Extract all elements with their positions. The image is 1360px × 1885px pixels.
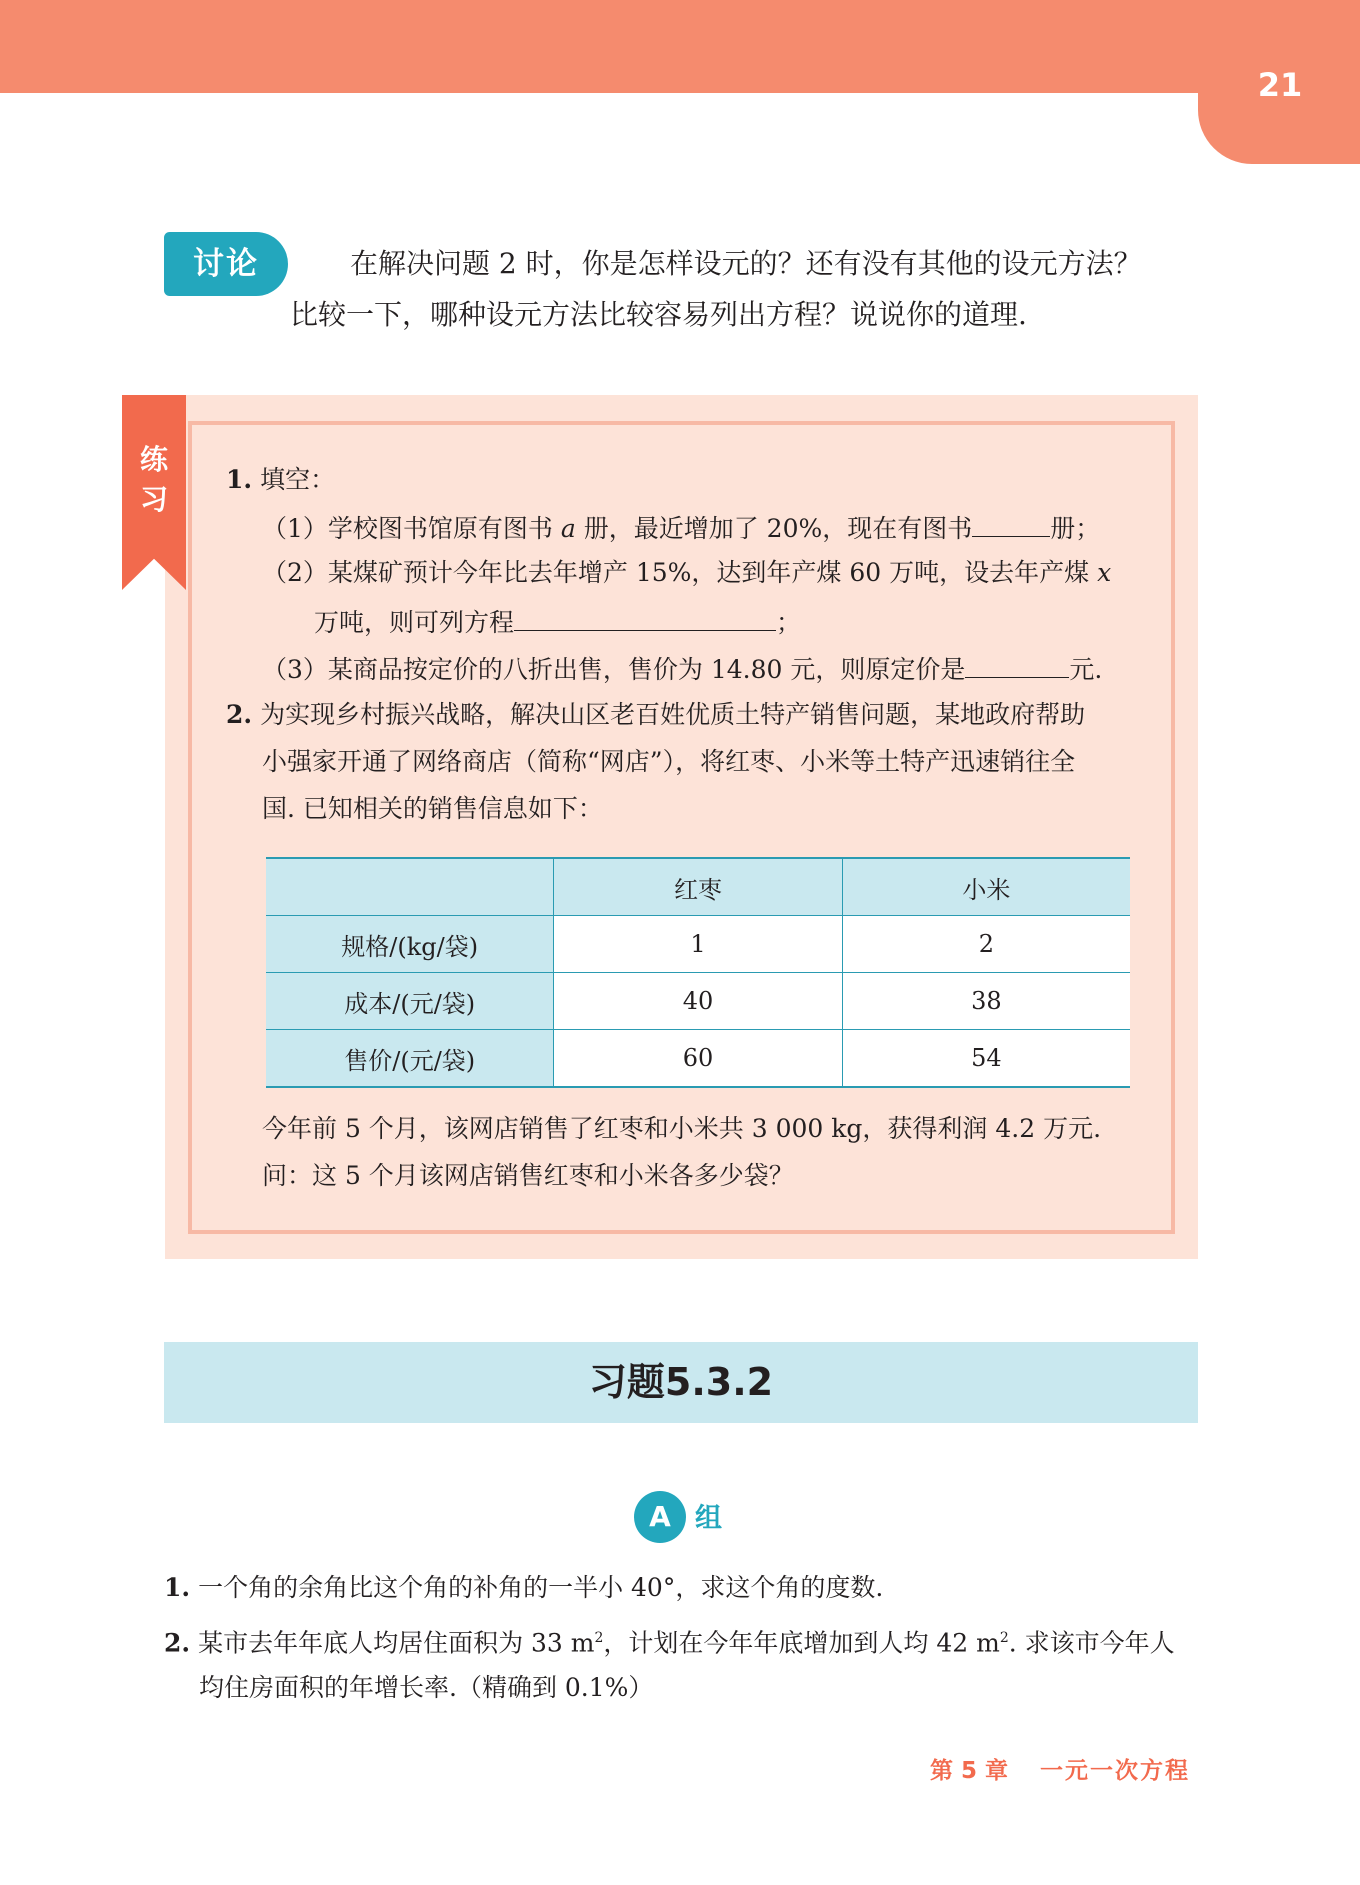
q2-text-line1: 为实现乡村振兴战略，解决山区老百姓优质土特产销售问题，某地政府帮助 [260,700,1086,729]
exercise-2-number: 2. [164,1628,191,1658]
q1-sub2-text-c: ； [776,608,802,637]
sales-info-table [266,857,1130,1088]
q1-sub3-blank[interactable] [965,649,1069,678]
q1-sub1-variable: a [560,514,576,543]
q1-number: 1. [226,465,253,494]
top-header-bar [0,0,1360,93]
footer-chapter: 第 5 章 [930,1758,1009,1784]
practice-ribbon-label [122,440,186,520]
table-header-row [266,858,1130,916]
ribbon-char-2: 习 [139,483,168,516]
table-row-label: 规格/(kg/袋) [266,916,554,973]
practice-q2-line1 [226,697,1085,733]
exercise-2-sup-2: 2 [999,1630,1009,1646]
q1-sub2-variable: x [1097,558,1112,587]
practice-q1-sub1 [262,508,1100,547]
table-row [266,916,1130,973]
exercise-title: 习题5.3.2 [588,1360,774,1404]
q1-sub1-text-b: 册，最近增加了 20%，现在有图书 [575,514,973,543]
q1-sub3-text-b: 元. [1069,655,1103,684]
group-a-badge: A [634,1491,686,1543]
table-cell: 38 [842,973,1130,1030]
exercise-2 [164,1620,1175,1661]
table-row [266,973,1130,1030]
q1-sub3-text-a: （3）某商品按定价的八折出售，售价为 14.80 元，则原定价是 [262,655,966,684]
exercise-2-sup-1: 2 [594,1630,604,1646]
ribbon-char-1: 练 [139,443,168,476]
q1-sub1-text-a: （1）学校图书馆原有图书 [262,514,561,543]
exercise-1-number: 1. [164,1573,191,1602]
exercise-2-text-b: ，计划在今年年底增加到人均 42 m [603,1628,1000,1658]
exercise-2-text-c: . 求该市今年人 [1008,1628,1175,1658]
practice-q1-sub3 [262,649,1102,688]
discussion-badge: 讨论 [164,232,288,296]
practice-q1-sub2 [262,555,1111,591]
exercise-2-text-a: 某市去年年底人均居住面积为 33 m [198,1628,595,1658]
q1-sub1-text-c: 册； [1050,514,1101,543]
discussion-line-2: 比较一下，哪种设元方法比较容易列出方程？说说你的道理. [290,298,1027,331]
table-cell: 54 [842,1030,1130,1088]
q1-text: 填空： [260,465,336,494]
practice-q1-sub2-cont [314,602,801,641]
practice-q1 [226,462,335,498]
q1-sub1-blank[interactable] [972,508,1050,537]
table-header-cell: 红枣 [554,858,842,916]
page-number: 21 [1257,66,1303,104]
group-label: 组 [695,1503,722,1534]
table-row [266,1030,1130,1088]
footer-chapter-title: 一元一次方程 [1040,1758,1190,1784]
table-cell: 2 [842,916,1130,973]
table-header-cell: 小米 [842,858,1130,916]
table-header-cell [266,858,554,916]
table-row-label: 成本/(元/袋) [266,973,554,1030]
practice-q2-line3: 国. 已知相关的销售信息如下： [262,794,603,823]
q1-sub2-text-a: （2）某煤矿预计今年比去年增产 15%，达到年产煤 60 万吨，设去年产煤 [262,558,1098,587]
q1-sub2-blank[interactable] [514,602,776,631]
table-cell: 60 [554,1030,842,1088]
table-cell: 1 [554,916,842,973]
q2-number: 2. [226,700,253,729]
discussion-line-1: 在解决问题 2 时，你是怎样设元的？还有没有其他的设元方法？ [350,247,1142,280]
table-row-label: 售价/(元/袋) [266,1030,554,1088]
exercise-1-text: 一个角的余角比这个角的补角的一半小 40°，求这个角的度数. [198,1573,884,1602]
practice-q2-line2: 小强家开通了网络商店（简称“网店”），将红枣、小米等土特产迅速销往全 [262,747,1076,776]
q1-sub2-text-b: 万吨，则可列方程 [314,608,515,637]
exercise-1 [164,1570,883,1606]
table-cell: 40 [554,973,842,1030]
practice-q2-after2: 问：这 5 个月该网店销售红枣和小米各多少袋？ [262,1161,794,1190]
exercise-2-line2: 均住房面积的年增长率.（精确到 0.1%） [199,1673,654,1702]
practice-q2-after1: 今年前 5 个月，该网店销售了红枣和小米共 3 000 kg，获得利润 4.2 万元. [262,1114,1102,1143]
